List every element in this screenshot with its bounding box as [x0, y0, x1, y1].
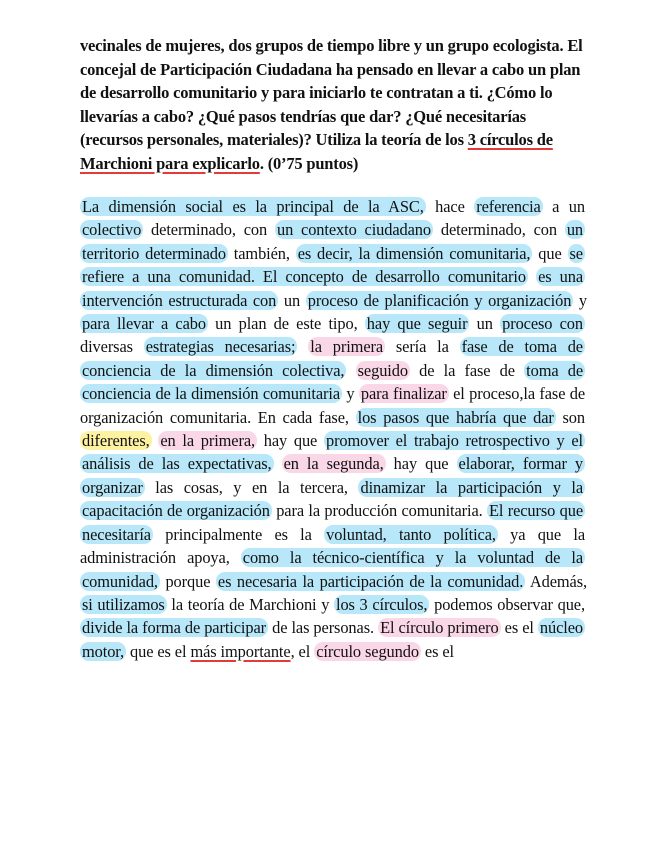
question-part-2: . (0’75 puntos): [259, 153, 359, 173]
highlighted-pink-text: círculo segundo: [316, 641, 419, 661]
highlighted-blue-text: dinamizar la participación y la capacitación de organización: [82, 477, 583, 521]
answer-text: es el: [500, 618, 538, 638]
answer-text: ya que la administración apoya,: [80, 524, 585, 568]
underlined-text: más importante: [190, 641, 291, 661]
highlighted-pink-text: para finalizar: [360, 384, 447, 404]
answer-text: podemos observar que,: [429, 594, 585, 614]
highlighted-blue-text: fase de toma de conciencia de la dimensión colectiva,: [82, 337, 583, 380]
answer-text: a un: [542, 197, 585, 216]
answer-text: [528, 267, 536, 286]
answer-text: que: [532, 243, 568, 263]
highlighted-blue-text: divide la forma de participar: [82, 618, 267, 638]
answer-text: que es el: [126, 641, 191, 661]
highlighted-blue-text: proceso con: [502, 314, 583, 334]
highlighted-blue-text: elaborar, formar y organizar: [82, 454, 583, 497]
highlighted-blue-text: si utilizamos: [82, 594, 165, 614]
highlighted-pink-text: seguido: [357, 360, 408, 380]
answer-text: son: [555, 407, 585, 427]
answer-text: determinado, con: [433, 220, 565, 240]
highlighted-blue-text: referencia: [476, 197, 541, 216]
answer-text: hace: [425, 197, 475, 216]
highlighted-blue-text: los 3 círculos,: [336, 594, 428, 614]
answer-text: porque: [159, 571, 216, 591]
answer-text: hay que: [257, 431, 324, 451]
highlighted-yellow-text: diferentes,: [82, 431, 150, 451]
highlighted-pink-text: la primera: [310, 337, 384, 357]
highlighted-blue-text: los pasos que habría que dar: [357, 407, 554, 427]
highlighted-blue-text: toma de conciencia de la dimensión comunitaria: [82, 360, 583, 404]
answer-text: es el: [420, 641, 454, 661]
highlighted-pink-text: El círculo primero: [380, 618, 499, 638]
answer-text: determinado, con: [143, 220, 275, 240]
highlighted-blue-text: se refiere a una comunidad. El concepto de desarrollo comunitario: [82, 243, 583, 287]
highlighted-blue-text: es decir, la dimensión comunitaria,: [297, 243, 531, 263]
question-underlined-phrase: 3 círculos de Marchioni para explicarlo: [80, 130, 553, 173]
answer-text: y: [342, 384, 359, 404]
answer-text: [274, 454, 282, 473]
highlighted-blue-text: El recurso que necesitaría: [82, 501, 583, 544]
answer-text: [297, 337, 308, 356]
answer-text: principalmente es la: [152, 524, 325, 544]
highlighted-blue-text: proceso de planificación y organización: [307, 290, 572, 310]
answer-text: un: [469, 314, 501, 334]
answer-text: la teoría de Marchioni y: [166, 594, 334, 614]
highlighted-blue-text: un contexto ciudadano: [276, 220, 432, 240]
highlighted-blue-text: un territorio determinado: [82, 220, 584, 263]
answer-text: , el: [290, 641, 315, 661]
highlighted-pink-text: en la primera,: [160, 431, 256, 451]
answer-text: también,: [227, 243, 296, 263]
answer-text: diversas: [80, 337, 144, 357]
answer-text: y: [573, 290, 588, 310]
highlighted-blue-text: es una intervención estructurada con: [82, 267, 583, 310]
highlighted-blue-text: para llevar a cabo: [82, 314, 206, 334]
question-part-1: vecinales de mujeres, dos grupos de tiempo libre y un grupo ecologista. El concejal de Participación Ciudadana ha pensado en llevar a cabo un plan de desarrollo comunitario y para iniciarlo te contratan a ti. ¿Cómo lo llevarías a cabo? ¿Qué pasos tendrías que dar? ¿Qué necesitarías (recursos personales, materiales)? Utiliza la teoría de los: [80, 36, 583, 149]
answer-text: sería la: [385, 337, 460, 357]
highlighted-blue-text: es necesaria la participación de la comunidad.: [217, 571, 524, 591]
question-text: [80, 34, 585, 175]
highlighted-blue-text: voluntad, tanto política,: [326, 524, 496, 544]
highlighted-pink-text: en la segunda,: [283, 454, 384, 474]
answer-text: para la producción comunitaria.: [271, 501, 487, 521]
answer-text: de la fase de: [409, 360, 525, 380]
answer-paragraph: [80, 195, 588, 663]
highlighted-blue-text: La dimensión social es la principal de la ASC,: [82, 197, 424, 216]
answer-text: hay que: [385, 454, 457, 474]
answer-text: Además,: [525, 571, 587, 591]
highlighted-blue-text: estrategias necesarias;: [145, 337, 296, 357]
highlighted-blue-text: núcleo motor,: [82, 618, 583, 661]
answer-text: [346, 361, 355, 380]
answer-text: un: [278, 290, 306, 310]
highlighted-blue-text: como la técnico-científica y la voluntad de la comunidad,: [82, 548, 584, 591]
highlighted-blue-text: promover el trabajo retrospectivo y el análisis de las expectativas,: [82, 431, 583, 474]
answer-text: un plan de este tipo,: [207, 314, 365, 334]
answer-text: de las personas.: [268, 618, 379, 638]
highlighted-blue-text: colectivo: [82, 220, 142, 240]
answer-text: las cosas, y en la tercera,: [144, 477, 359, 497]
document-page: [80, 34, 588, 663]
highlighted-blue-text: hay que seguir: [366, 314, 468, 334]
answer-text: el proceso,la fase de organización comunitaria. En cada fase,: [80, 384, 586, 427]
